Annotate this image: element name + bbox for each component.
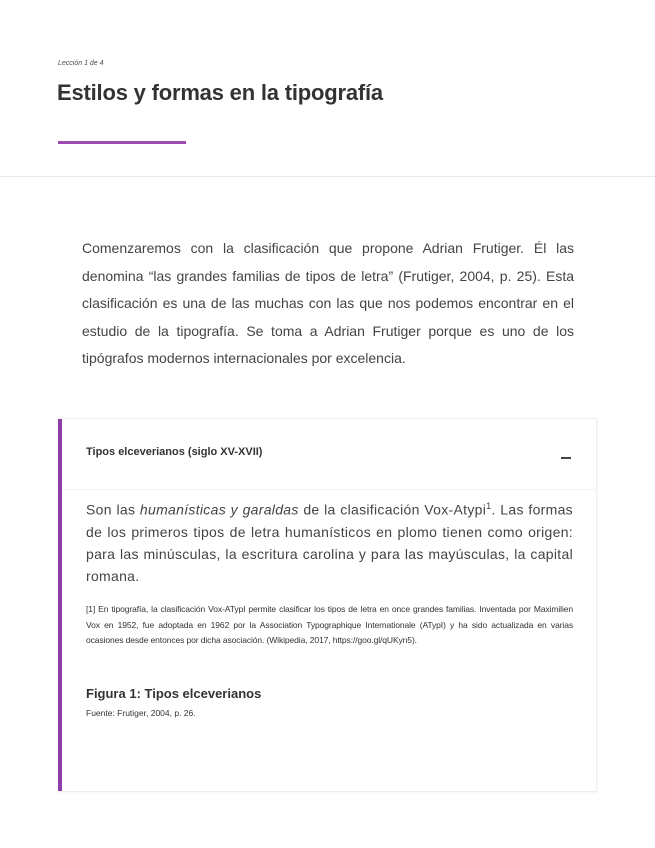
footnote-reference[interactable]: 1 [486, 501, 492, 511]
body-text-part: de la clasificación Vox-Atypi [298, 501, 487, 518]
lesson-progress-label: Lección 1 de 4 [58, 60, 104, 67]
body-text-part: Son las [86, 501, 140, 518]
accordion-panel [58, 418, 597, 792]
figure-caption: Figura 1: Tipos elceverianos [86, 686, 262, 701]
accordion-body-text [86, 495, 573, 587]
intro-paragraph: Comenzaremos con la clasificación que propone Adrian Frutiger. Él las denomina “las grandes familias de tipos de letra” (Frutiger, 2004, p. 25). Esta clasificación es una de las muchas con las que nos podemos encontrar en el estudio de la tipografía. Se toma a Adrian Frutiger porque es uno de los tipógrafos modernos internacionales por excelencia. [82, 240, 574, 366]
body-emphasis: humanísticas y garaldas [139, 501, 299, 518]
minus-icon[interactable] [561, 457, 571, 459]
page-title: Estilos y formas en la tipografía [57, 80, 383, 105]
footnote-text: [1] En tipografía, la clasificación Vox-ATypI permite clasificar los tipos de letra en once grandes familias. Inventada por Maximilien Vox en 1952, fue adoptada en 1962 por la Association Typographique Internationale (ATypI) y ha sido actualizada en varias ocasiones desde entonces por dicha asociación. (Wikipedia, 2017, https://goo.gl/qUKyn5). [86, 604, 573, 645]
title-underline [58, 141, 186, 144]
figure-source: Fuente: Frutiger, 2004, p. 26. [86, 708, 196, 718]
header-divider [0, 176, 655, 177]
accordion-divider [62, 489, 596, 490]
accordion-header[interactable] [58, 419, 596, 489]
accordion-title: Tipos elceverianos (siglo XV-XVII) [86, 446, 263, 458]
body-text-part: . Las formas de los primeros tipos de letra humanísticos en plomo tienen como origen: para las minúsculas, la escritura carolina y para las mayúsculas, la capital romana. [86, 501, 573, 584]
